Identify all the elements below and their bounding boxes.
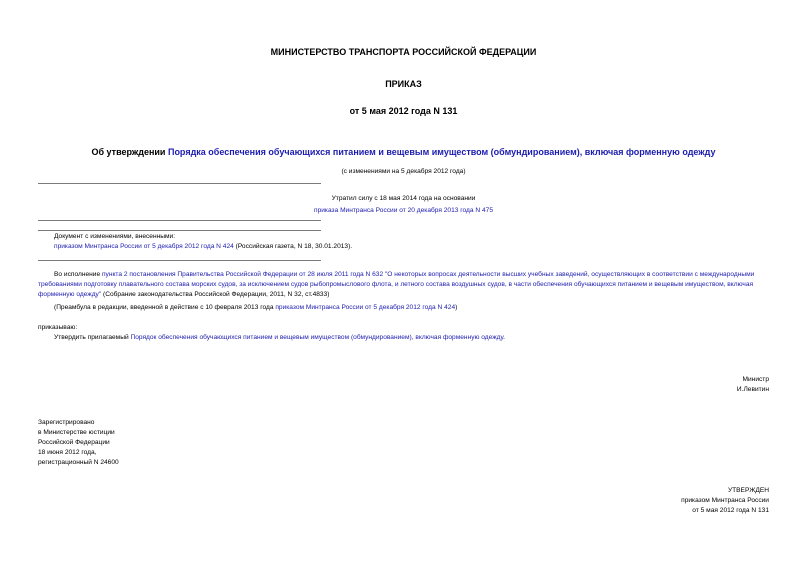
changes-note: (с изменениями на 5 декабря 2012 года): [341, 168, 466, 175]
preamble-paragraph: [38, 270, 769, 300]
registration-line: регистрационный N 24600: [38, 459, 119, 466]
order-text-link[interactable]: Порядок обеспечения обучающихся питанием и вещевым имуществом (обмундированием), включая форменную одежду: [130, 334, 504, 341]
preamble-edition-note: [54, 303, 769, 313]
order-word: приказываю:: [38, 324, 78, 331]
registration-line: Российской Федерации: [38, 439, 110, 446]
title-link[interactable]: Порядка обеспечения обучающихся питанием и вещевым имуществом (обмундированием), включая форменную одежду: [167, 147, 716, 157]
document-type: ПРИКАЗ: [385, 79, 422, 89]
approved-line: приказом Минтранса России: [681, 497, 769, 504]
preamble-source: (Собрание законодательства Российской Федерации, 2011, N 32, ст.4833): [101, 291, 330, 298]
signature-name: И.Левитин: [736, 386, 769, 393]
signature-position: Министр: [742, 376, 769, 383]
document-date-number: от 5 мая 2012 года N 131: [349, 106, 458, 116]
expired-link[interactable]: приказа Минтранса России от 20 декабря 2013 года N 475: [314, 207, 493, 214]
document-title: [0, 147, 807, 157]
order-text-prefix: Утвердить прилагаемый: [54, 334, 131, 341]
edition-suffix: ): [455, 304, 458, 311]
edition-prefix: (Преамбула в редакции, введенной в действие с 10 февраля 2013 года: [54, 304, 276, 311]
separator-line: [38, 220, 321, 221]
order-text: [54, 334, 505, 341]
preamble-link[interactable]: пункта 2 постановления Правительства Российской Федерации от 28 июля 2011 года N 632 "О некоторых вопросах деятельности высших учебных заведений, осуществляющих в соответствии с международными требованиями подготовку плавательного состава морских судов, за исключением судов рыбопромыслового флота, и летного состава воздушных судов, в части обеспечения обучающихся питанием и вещевым имуществом, включая форменную одежду": [38, 271, 755, 298]
ministry-heading: МИНИСТЕРСТВО ТРАНСПОРТА РОССИЙСКОЙ ФЕДЕРАЦИИ: [270, 47, 537, 57]
registration-line: Зарегистрировано: [38, 419, 95, 426]
amendments-link[interactable]: приказом Минтранса России от 5 декабря 2012 года N 424: [54, 243, 234, 250]
amendments-source: (Российская газета, N 18, 30.01.2013).: [233, 243, 353, 250]
edition-link[interactable]: приказом Минтранса России от 5 декабря 2012 года N 424: [275, 304, 456, 311]
amendments-label: Документ с изменениями, внесенными:: [54, 233, 176, 240]
amendments-entry: [54, 243, 352, 250]
approved-line: УТВЕРЖДЕН: [727, 487, 769, 494]
separator-line: [38, 183, 321, 184]
registration-line: 18 июня 2012 года,: [38, 449, 97, 456]
approved-block: [681, 486, 769, 516]
approved-line: от 5 мая 2012 года N 131: [692, 507, 769, 514]
registration-line: в Министерстве юстиции: [38, 429, 115, 436]
title-prefix: Об утверждении: [91, 147, 168, 157]
registration-block: [38, 418, 119, 468]
separator-line: [38, 260, 321, 261]
order-text-suffix: .: [503, 334, 505, 341]
preamble-intro: Во исполнение: [54, 271, 102, 278]
separator-line: [38, 230, 321, 231]
expired-notice: Утратил силу с 18 мая 2014 года на основании: [331, 195, 476, 202]
